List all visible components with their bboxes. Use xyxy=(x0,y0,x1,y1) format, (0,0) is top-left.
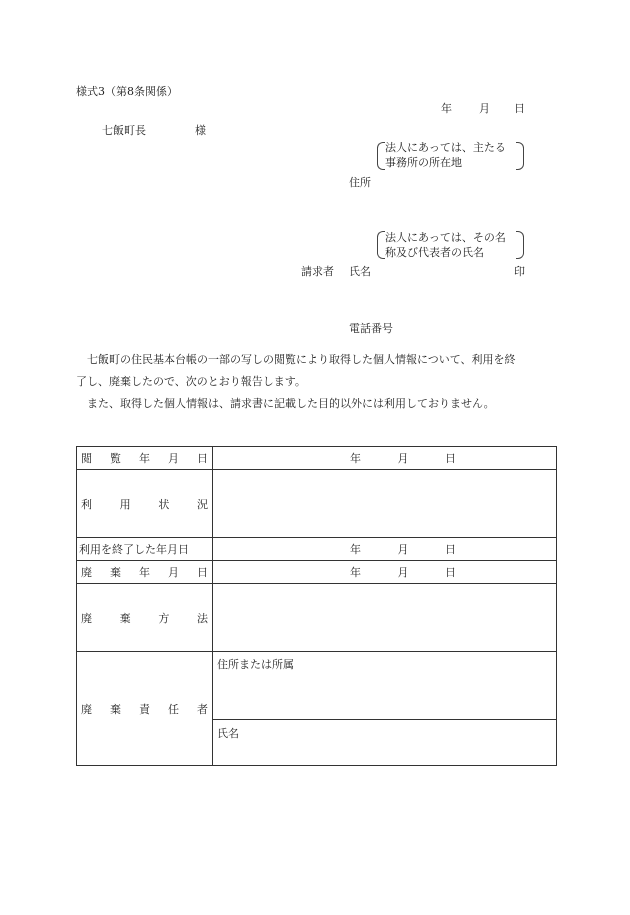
honorific: 様 xyxy=(195,124,206,137)
left-bracket xyxy=(377,231,385,259)
statement-line: 七飯町の住民基本台帳の一部の写しの閲覧により取得した個人情報について、利用を終 xyxy=(87,353,516,366)
label-usage-status: 利 用 状 況 xyxy=(77,470,213,538)
officer-address-label: 住所または所属 xyxy=(217,658,294,671)
name-label: 氏名 xyxy=(349,265,371,278)
report-table xyxy=(76,446,557,766)
label-disposal-officer: 廃 棄 責 任 者 xyxy=(77,652,213,766)
report-statement xyxy=(76,349,556,415)
label-end-date: 利用を終了した年月日 xyxy=(77,538,213,561)
requester-label: 請求者 xyxy=(301,265,334,278)
officer-name-label: 氏名 xyxy=(217,727,239,740)
address-label: 住所 xyxy=(349,176,371,189)
end-date-field[interactable]: 年 月 日 xyxy=(213,538,557,561)
officer-address-field[interactable] xyxy=(213,652,557,720)
name-note-line-1: 法人にあっては、その名 xyxy=(385,231,506,244)
statement-line: 了し、廃棄したので、次のとおり報告します。 xyxy=(76,375,306,388)
row-disposal-officer xyxy=(77,652,557,720)
viewing-date-field[interactable]: 年 月 日 xyxy=(213,447,557,470)
header-date-month: 月 xyxy=(479,102,490,115)
name-note-line-2: 称及び代表者の氏名 xyxy=(385,246,484,259)
disposal-method-field[interactable] xyxy=(213,584,557,652)
right-bracket xyxy=(516,231,524,259)
phone-label: 電話番号 xyxy=(349,322,393,335)
row-viewing-date xyxy=(77,447,557,470)
officer-name-field[interactable] xyxy=(213,720,557,766)
address-note-line-2: 事務所の所在地 xyxy=(385,156,462,169)
usage-status-field[interactable] xyxy=(213,470,557,538)
row-disposal-date xyxy=(77,561,557,584)
row-end-date xyxy=(77,538,557,561)
address-note-line-1: 法人にあっては、主たる xyxy=(385,141,506,154)
row-usage-status xyxy=(77,470,557,538)
label-disposal-date: 廃 棄 年 月 日 xyxy=(77,561,213,584)
header-date-day: 日 xyxy=(514,102,525,115)
disposal-date-field[interactable]: 年 月 日 xyxy=(213,561,557,584)
form-number: 様式3（第8条関係） xyxy=(76,85,178,98)
label-viewing-date: 閲 覧 年 月 日 xyxy=(77,447,213,470)
right-bracket xyxy=(516,142,524,170)
header-date-year: 年 xyxy=(441,102,452,115)
row-disposal-method xyxy=(77,584,557,652)
left-bracket xyxy=(377,142,385,170)
label-disposal-method: 廃 棄 方 法 xyxy=(77,584,213,652)
statement-line: また、取得した個人情報は、請求書に記載した目的以外には利用しておりません。 xyxy=(87,397,495,410)
seal-mark: 印 xyxy=(514,265,525,278)
addressee: 七飯町長 xyxy=(102,124,146,137)
